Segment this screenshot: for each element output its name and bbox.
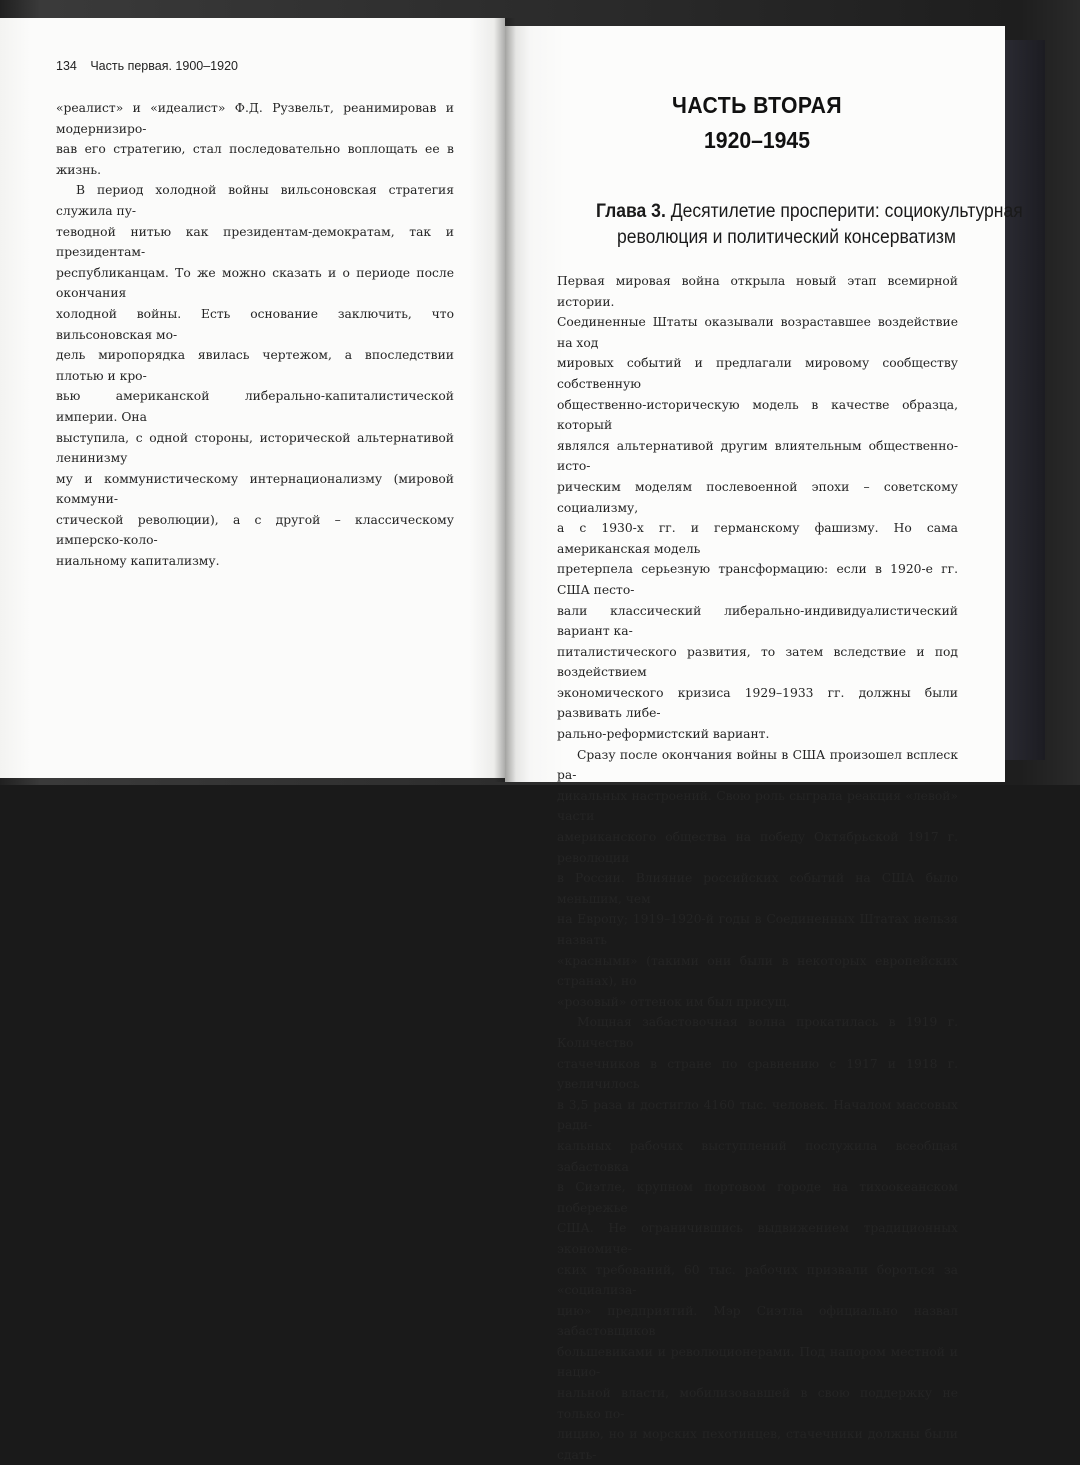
text-line: нальной власти, мобилизовавшей в свою поддержку не только по- xyxy=(557,1386,958,1421)
text-line: му и коммунистическому интернационализму (мировой коммуни- xyxy=(56,471,454,507)
chapter-title-line-2: революция и политический консерватизм xyxy=(616,226,956,248)
text-line: питалистического развития, то затем вследствие и под воздействием xyxy=(557,644,958,680)
text-line: ских требований, 60 тыс. рабочих призвали бороться за «социализа- xyxy=(557,1262,958,1298)
running-head xyxy=(56,59,238,73)
text-line: вав его стратегию, стал последовательно воплощать ее в жизнь. xyxy=(56,142,454,177)
text-line: Сразу после окончания войны в США произошел всплеск ра- xyxy=(557,747,958,783)
running-head-title: Часть первая. 1900–1920 xyxy=(90,59,238,73)
book-gutter xyxy=(494,18,516,782)
text-line: дель миропорядка явилась чертежом, а впоследствии плотью и кро- xyxy=(56,348,454,383)
text-line: на Европу; 1919–1920-й годы в Соединенных Штатах нельзя назвать xyxy=(557,912,958,947)
text-line: а с 1930-х гг. и германскому фашизму. Но сама американская модель xyxy=(557,521,958,556)
text-line: рально-реформистский вариант. xyxy=(557,727,770,742)
text-line: Соединенные Штаты оказывали возраставшее воздействие на ход xyxy=(557,315,958,350)
text-line: мировых событий и предлагали мировому сообществу собственную xyxy=(557,356,958,391)
text-line: «реалист» и «идеалист» Ф.Д. Рузвельт, реанимировав и модернизиро- xyxy=(56,101,454,136)
text-line: большевиками и революционерами. Под напором местной и нацио- xyxy=(557,1344,958,1380)
text-line: общественно-историческую модель в качестве образца, который xyxy=(557,397,958,433)
text-line: экономического кризиса 1929–1933 гг. должны были развивать либе- xyxy=(557,685,958,721)
text-line: выступила, с одной стороны, исторической альтернативой ленинизму xyxy=(56,430,454,466)
text-line: цию» предприятий. Мэр Сиэтла официально назвал забастовщиков xyxy=(557,1303,958,1339)
text-line: США. Не ограничившись выдвижением традиционных экономиче- xyxy=(557,1221,958,1256)
left-body-text xyxy=(56,98,454,572)
book-page-edges xyxy=(1000,40,1045,760)
chapter-title-line-1: Десятилетие просперити: социокультурная xyxy=(670,200,1023,222)
text-line: «розовый» оттенок им был присущ. xyxy=(557,994,791,1009)
text-line: теводной нитью как президентам-демократам, так и президентам- xyxy=(56,224,454,260)
text-line: в Сиэтле, крупном портовом городе на тихоокеанском побережье xyxy=(557,1180,958,1215)
text-line: в 3,5 раза и достигло 4160 тыс. человек. Началом массовых ради- xyxy=(557,1097,958,1133)
text-line: холодной войны. Есть основание заключить, что вильсоновская мо- xyxy=(56,306,454,342)
text-line: Первая мировая война открыла новый этап всемирной истории. xyxy=(557,274,958,309)
chapter-label: Глава 3. xyxy=(596,200,666,222)
text-line: «красными» (такими они были в некоторых европейских странах), но xyxy=(557,953,958,989)
right-body-text xyxy=(557,271,958,1465)
text-line: рическим моделям послевоенной эпохи – советскому социализму, xyxy=(557,479,958,515)
text-line: лицию, но и морских пехотинцев, стачечники должны были сдать- xyxy=(557,1427,958,1462)
text-line: вали классический либерально-индивидуалистический вариант ка- xyxy=(557,603,958,639)
chapter-heading xyxy=(556,198,1023,250)
text-line: стачечников в стране по сравнению с 1917 и 1918 г. увеличилось xyxy=(557,1056,958,1092)
text-line: дикальных настроений. Свою роль сыграла реакция «левой» части xyxy=(557,788,958,824)
text-line: являлся альтернативой другим влиятельным общественно-исто- xyxy=(557,438,958,474)
text-line: республиканцам. То же можно сказать и о периоде после окончания xyxy=(56,265,454,301)
text-line: В период холодной войны вильсоновская стратегия служила пу- xyxy=(56,183,454,218)
text-line: американского общества на победу Октябрьской 1917 г. революции xyxy=(557,830,958,865)
text-line: вью американской либерально-капиталистической империи. Она xyxy=(56,389,454,424)
text-line: кальных рабочих выступлений послужила всеобщая забастовка xyxy=(557,1138,958,1174)
text-line: ниальному капитализму. xyxy=(56,554,220,569)
text-line: претерпела серьезную трансформацию: если в 1920-е гг. США песто- xyxy=(557,562,958,597)
text-line: в России. Влияние российских событий на США было меньшим, чем xyxy=(557,871,958,906)
page-number: 134 xyxy=(56,59,77,73)
text-line: Мощная забастовочная волна прокатилась в 1919 г. Количество xyxy=(557,1015,958,1050)
part-title: ЧАСТЬ ВТОРАЯ xyxy=(672,92,842,118)
part-years: 1920–1945 xyxy=(704,127,810,153)
text-line: стической революции), а с другой – классическому имперско-коло- xyxy=(56,512,454,548)
